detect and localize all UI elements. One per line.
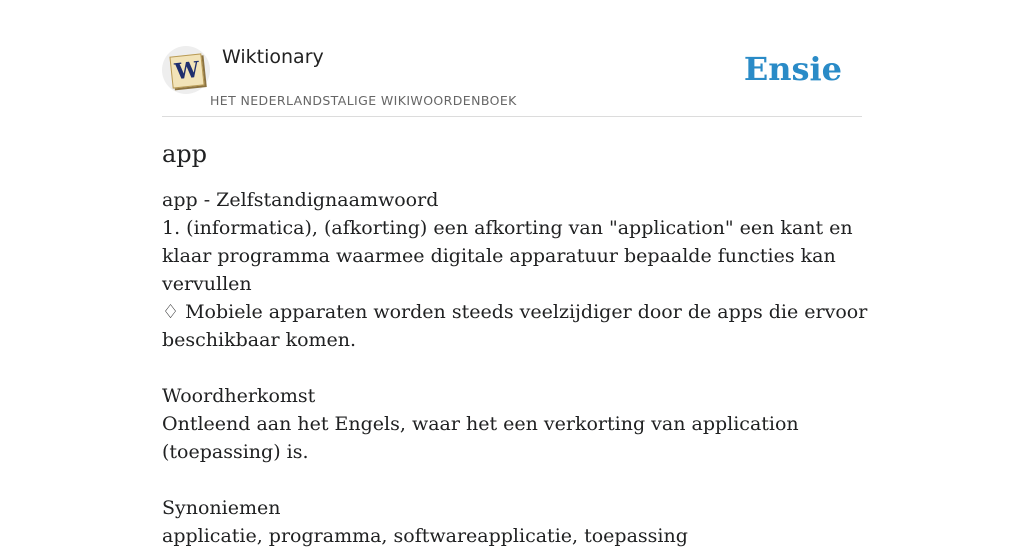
spacer bbox=[162, 466, 872, 494]
synonyms-heading: Synoniemen bbox=[162, 497, 281, 519]
entry-definition: 1. (informatica), (afkorting) een afkorting van "application" een kant en klaar programma waarmee digitale apparatuur bepaalde functies kan vervullen bbox=[162, 217, 853, 295]
wiktionary-logo[interactable] bbox=[162, 46, 210, 94]
site-tagline: HET NEDERLANDSTALIGE WIKIWOORDENBOEK bbox=[210, 93, 517, 108]
entry-content bbox=[162, 136, 872, 550]
site-name[interactable]: Wiktionary bbox=[222, 46, 324, 68]
wiktionary-tile-icon: W bbox=[169, 53, 204, 88]
synonyms-text: applicatie, programma, softwareapplicatie, toepassing bbox=[162, 525, 688, 547]
site-header bbox=[162, 40, 862, 117]
entry-title: app bbox=[162, 140, 208, 168]
etymology-heading: Woordherkomst bbox=[162, 385, 316, 407]
entry-example: ♢ Mobiele apparaten worden steeds veelzijdiger door de apps die ervoor beschikbaar komen. bbox=[162, 301, 868, 351]
etymology-text: Ontleend aan het Engels, waar het een verkorting van application (toepassing) is. bbox=[162, 413, 799, 463]
ensie-logo[interactable]: Ensie bbox=[743, 50, 842, 88]
entry-body bbox=[162, 186, 872, 550]
entry-heading: app - Zelfstandignaamwoord bbox=[162, 189, 439, 211]
spacer bbox=[162, 354, 872, 382]
